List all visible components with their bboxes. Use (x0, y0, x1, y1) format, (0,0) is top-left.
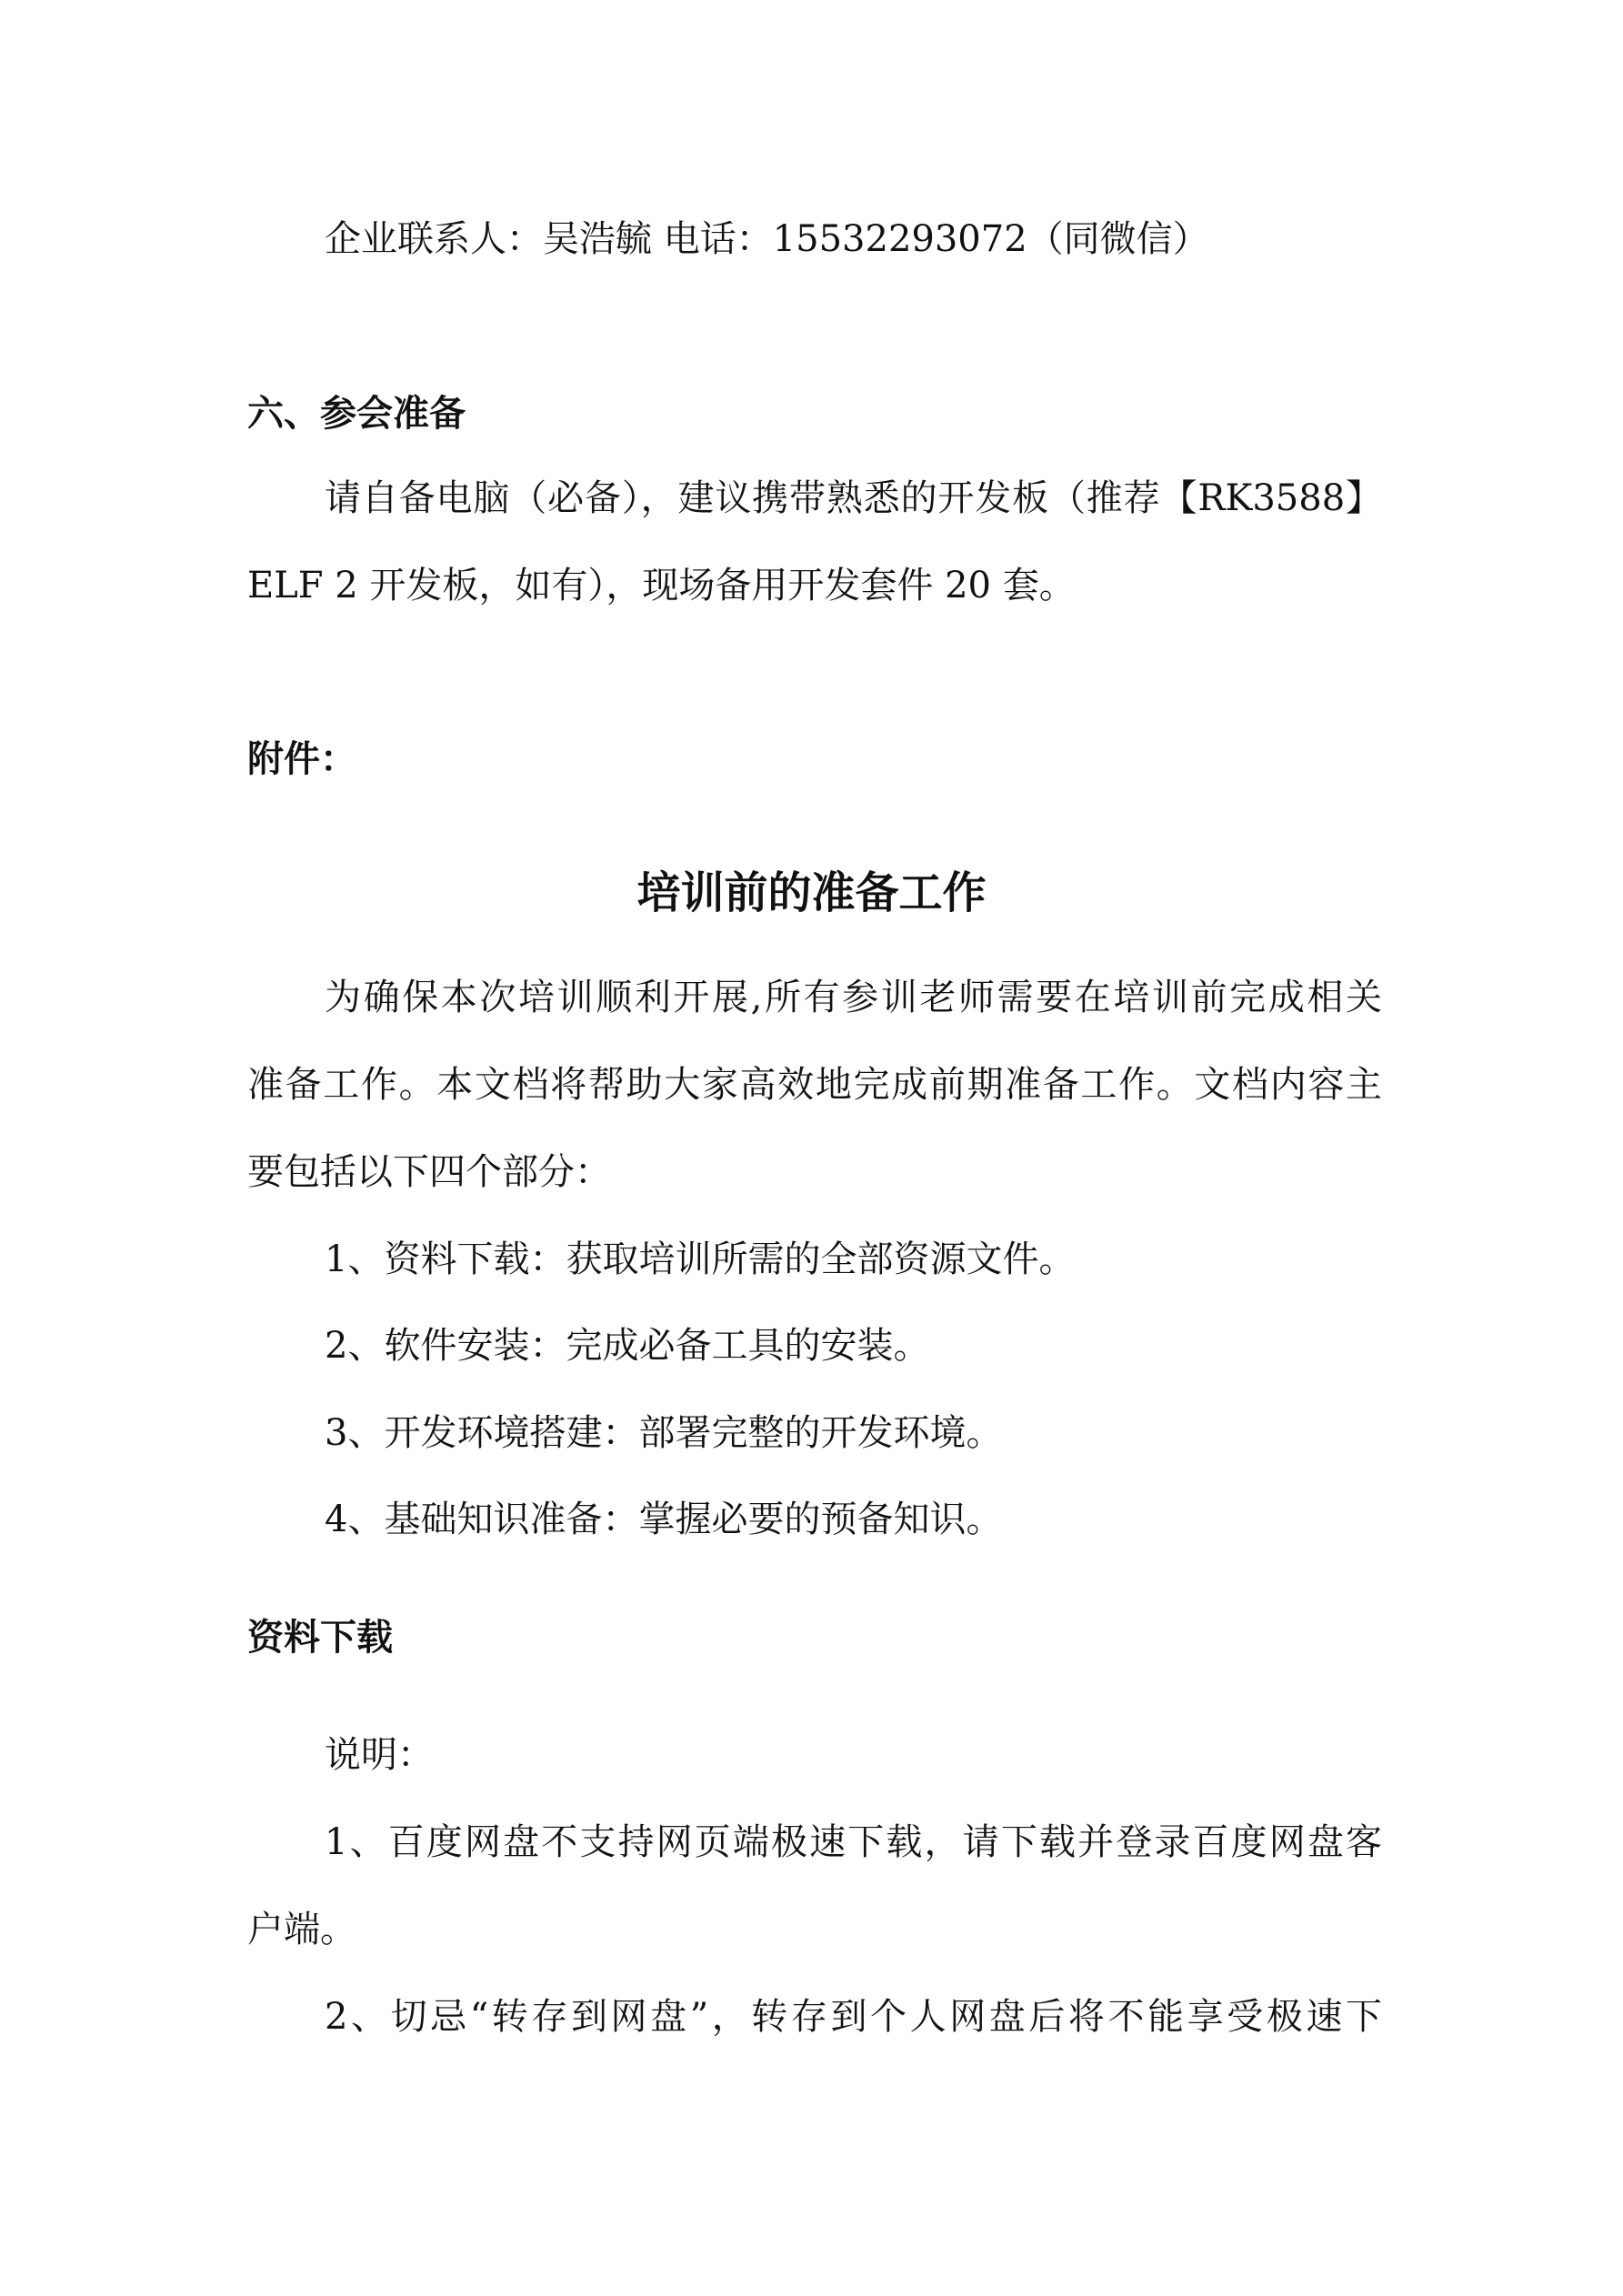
section-heading-preparation: 六、参会准备 (247, 393, 466, 435)
intro-paragraph-line: 要包括以下四个部分： (247, 1151, 611, 1193)
contact-line: 企业联系人：吴浩毓 电话：15532293072（同微信） (325, 218, 1209, 260)
section-heading-download: 资料下载 (247, 1617, 393, 1659)
note-line: 1、百度网盘不支持网页端极速下载，请下载并登录百度网盘客 (325, 1821, 1382, 1863)
preparation-paragraph-line: 请自备电脑（必备），建议携带熟悉的开发板（推荐【RK3588】 (325, 477, 1382, 519)
list-item: 4、基础知识准备：掌握必要的预备知识。 (325, 1499, 1003, 1540)
document-title: 培训前的准备工作 (636, 867, 987, 918)
intro-paragraph-line: 准备工作。本文档将帮助大家高效地完成前期准备工作。文档内容主 (247, 1064, 1382, 1106)
list-item: 1、资料下载：获取培训所需的全部资源文件。 (325, 1238, 1076, 1280)
intro-paragraph-line: 为确保本次培训顺利开展,所有参训老师需要在培训前完成相关 (325, 977, 1382, 1018)
note-line: 2、切忌“转存到网盘”，转存到个人网盘后将不能享受极速下 (325, 1996, 1382, 2038)
note-line: 户端。 (247, 1909, 356, 1950)
list-item: 2、软件安装：完成必备工具的安装。 (325, 1325, 930, 1367)
list-item: 3、开发环境搭建：部署完整的开发环境。 (325, 1412, 1003, 1454)
note-label: 说明： (325, 1734, 434, 1776)
preparation-paragraph-line: ELF 2 开发板，如有），现场备用开发套件 20 套。 (247, 565, 1076, 607)
attachment-label: 附件： (247, 738, 356, 780)
